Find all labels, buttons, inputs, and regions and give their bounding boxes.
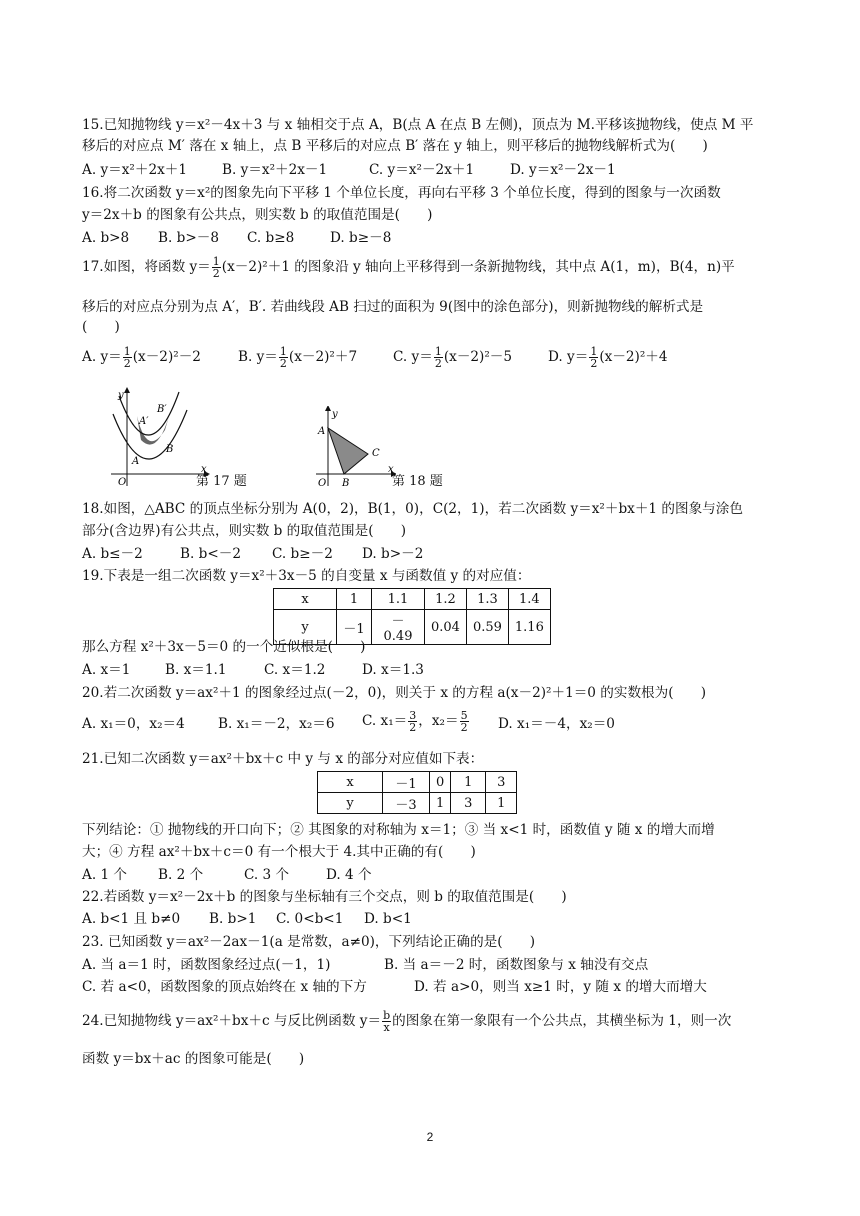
q23-option-a: A. 当 a＝1 时，函数图象经过点(－1，1) bbox=[82, 957, 331, 973]
q19-option-a: A. x＝1 bbox=[82, 662, 131, 678]
q19-line2: 那么方程 x²＋3x－5＝0 的一个近似根是( ) bbox=[82, 639, 366, 655]
q18-line2: 部分(含边界)有公共点，则实数 b 的取值范围是( ) bbox=[82, 523, 407, 539]
q19-option-c: C. x＝1.2 bbox=[264, 662, 326, 678]
q21-option-b: B. 2 个 bbox=[158, 867, 204, 883]
figure-18-graph bbox=[312, 406, 396, 490]
q17-line3: ( ) bbox=[82, 319, 120, 335]
q19-value-table bbox=[273, 588, 551, 645]
q21-option-c: C. 3 个 bbox=[244, 867, 290, 883]
origin-label: O bbox=[318, 478, 327, 489]
q15-line2: 移后的对应点 M′ 落在 x 轴上，点 B 平移后的对应点 B′ 落在 y 轴上，则平移后的抛物线解析式为( ) bbox=[82, 138, 708, 154]
q21-value-table bbox=[317, 771, 517, 814]
q19-line1: 19.下表是一组二次函数 y＝x²＋3x－5 的自变量 x 与函数值 y 的对应值： bbox=[82, 568, 531, 584]
new-parabola-curve bbox=[119, 392, 179, 435]
q17-option-d: D. y＝ $\frac{1}{2}$ (x－2)²＋4 bbox=[548, 345, 668, 370]
q17-option-b: B. y＝ $\frac{1}{2}$ (x－2)²＋7 bbox=[238, 345, 358, 370]
point-a-prime-label: A′ bbox=[139, 416, 149, 427]
point-b-label: B bbox=[342, 478, 350, 489]
q22-option-a: A. b<1 且 b≠0 bbox=[82, 911, 181, 927]
x-axis-label: x bbox=[201, 464, 207, 475]
q18-option-a: A. b≤－2 bbox=[82, 546, 143, 562]
q19-option-d: D. x＝1.3 bbox=[362, 662, 424, 678]
q16-option-c: C. b≥8 bbox=[247, 230, 295, 246]
origin-label: O bbox=[118, 477, 127, 488]
q16-option-d: D. b≥－8 bbox=[330, 230, 392, 246]
table-row: x 1 1.1 1.2 1.3 1.4 bbox=[274, 589, 551, 610]
q20-option-b: B. x₁＝－2，x₂＝6 bbox=[218, 716, 335, 732]
fraction-b-over-x: $\frac{b}{x}$ bbox=[383, 1009, 391, 1034]
q15-option-c: C. y＝x²－2x＋1 bbox=[369, 162, 475, 178]
q21-option-d: D. 4 个 bbox=[326, 867, 372, 883]
point-a-label: A bbox=[318, 426, 326, 437]
q18-line1: 18.如图，△ABC 的顶点坐标分别为 A(0，2)，B(1，0)，C(2，1)，若二次函数 y＝x²＋bx＋1 的图象与涂色 bbox=[82, 501, 743, 517]
q15-line1: 15.已知抛物线 y＝x²－4x＋3 与 x 轴相交于点 A，B(点 A 在点 B 左侧)，顶点为 M.平移该抛物线，使点 M 平 bbox=[82, 117, 754, 133]
q22-option-c: C. 0<b<1 bbox=[276, 911, 344, 927]
q17-option-c: C. y＝ $\frac{1}{2}$ (x－2)²－5 bbox=[393, 345, 513, 370]
q18-option-c: C. b≥－2 bbox=[272, 546, 333, 562]
q20-option-a: A. x₁＝0，x₂＝4 bbox=[82, 716, 185, 732]
point-b-prime-label: B′ bbox=[157, 404, 167, 415]
point-a-label: A bbox=[132, 456, 140, 467]
q21-option-a: A. 1 个 bbox=[82, 867, 128, 883]
page-number: 2 bbox=[426, 1130, 434, 1144]
q19-option-b: B. x＝1.1 bbox=[165, 662, 227, 678]
q21-line2: 下列结论：① 抛物线的开口向下；② 其图象的对称轴为 x＝1；③ 当 x<1 时，函数值 y 随 x 的增大而增 bbox=[82, 822, 715, 838]
q22-option-b: B. b>1 bbox=[209, 911, 257, 927]
q15-option-b: B. y＝x²＋2x－1 bbox=[222, 162, 328, 178]
q24-line2: 函数 y＝bx＋ac 的图象可能是( ) bbox=[82, 1051, 305, 1067]
figure-17-caption: 第 17 题 bbox=[196, 474, 247, 489]
triangle-abc bbox=[328, 428, 368, 474]
q16-option-a: A. b>8 bbox=[82, 230, 130, 246]
table-row: x －1 0 1 3 bbox=[318, 772, 517, 793]
point-b-label: B bbox=[166, 444, 174, 455]
q17-option-a: A. y＝ $\frac{1}{2}$ (x－2)²－2 bbox=[82, 345, 201, 370]
q21-line1: 21.已知二次函数 y＝ax²＋bx＋c 中 y 与 x 的部分对应值如下表： bbox=[82, 751, 484, 767]
y-axis-label: y bbox=[332, 409, 338, 420]
q23-option-d: D. 若 a>0，则当 x≥1 时，y 随 x 的增大而增大 bbox=[414, 979, 707, 995]
y-axis-label: y bbox=[118, 390, 124, 401]
q15-option-a: A. y＝x²＋2x＋1 bbox=[82, 162, 187, 178]
q18-option-b: B. b<－2 bbox=[180, 546, 241, 562]
q22-line1: 22.若函数 y＝x²－2x＋b 的图象与坐标轴有三个交点，则 b 的取值范围是( ) bbox=[82, 889, 567, 905]
q24-line1: 24.已知抛物线 y＝ax²＋bx＋c 与反比例函数 y＝ $\frac{b}{x}$ 的图象在第一象限有一个公共点，其横坐标为 1，则一次 bbox=[82, 1009, 732, 1034]
q16-line2: y＝2x＋b 的图象有公共点，则实数 b 的取值范围是( ) bbox=[82, 207, 433, 223]
figure-17-graph bbox=[105, 386, 210, 490]
q20-line1: 20.若二次函数 y＝ax²＋1 的图象经过点(－2，0)，则关于 x 的方程 a(x－2)²＋1＝0 的实数根为( ) bbox=[82, 685, 707, 701]
q16-line1: 16.将二次函数 y＝x²的图象先向下平移 1 个单位长度，再向右平移 3 个单位长度，得到的图象与一次函数 bbox=[82, 185, 721, 201]
q21-line3: 大；④ 方程 ax²＋bx＋c＝0 有一个根大于 4.其中正确的有( ) bbox=[82, 844, 476, 860]
q23-option-c: C. 若 a<0，函数图象的顶点始终在 x 轴的下方 bbox=[82, 979, 367, 995]
q20-option-c: C. x₁＝ $\frac{3}{2}$ ，x₂＝ $\frac{5}{2}$ bbox=[362, 709, 468, 734]
q18-option-d: D. b>－2 bbox=[362, 546, 424, 562]
q15-option-d: D. y＝x²－2x－1 bbox=[510, 162, 616, 178]
q22-option-d: D. b<1 bbox=[364, 911, 412, 927]
q16-option-b: B. b>－8 bbox=[158, 230, 219, 246]
q17-line1: 17.如图，将函数 y＝ $\frac{1}{2}$ (x－2)²＋1 的图象沿 y 轴向上平移得到一条新抛物线，其中点 A(1，m)，B(4，n)平 bbox=[82, 255, 735, 280]
figure-18-caption: 第 18 题 bbox=[392, 474, 443, 489]
q20-option-d: D. x₁＝－4，x₂＝0 bbox=[498, 716, 615, 732]
x-axis-label: x bbox=[388, 464, 394, 475]
table-row: y －1 －0.49 0.04 0.59 1.16 bbox=[274, 610, 551, 645]
table-row: y －3 1 3 1 bbox=[318, 793, 517, 814]
fraction-half: $\frac{1}{2}$ bbox=[212, 255, 220, 280]
q23-line1: 23. 已知函数 y＝ax²－2ax－1(a 是常数，a≠0)，下列结论正确的是( ) bbox=[82, 934, 536, 950]
q17-line2: 移后的对应点分别为点 A′，B′. 若曲线段 AB 扫过的面积为 9(图中的涂色部分)，则新抛物线的解析式是 bbox=[82, 299, 704, 315]
q23-option-b: B. 当 a＝－2 时，函数图象与 x 轴没有交点 bbox=[384, 957, 649, 973]
point-c-label: C bbox=[372, 448, 380, 459]
